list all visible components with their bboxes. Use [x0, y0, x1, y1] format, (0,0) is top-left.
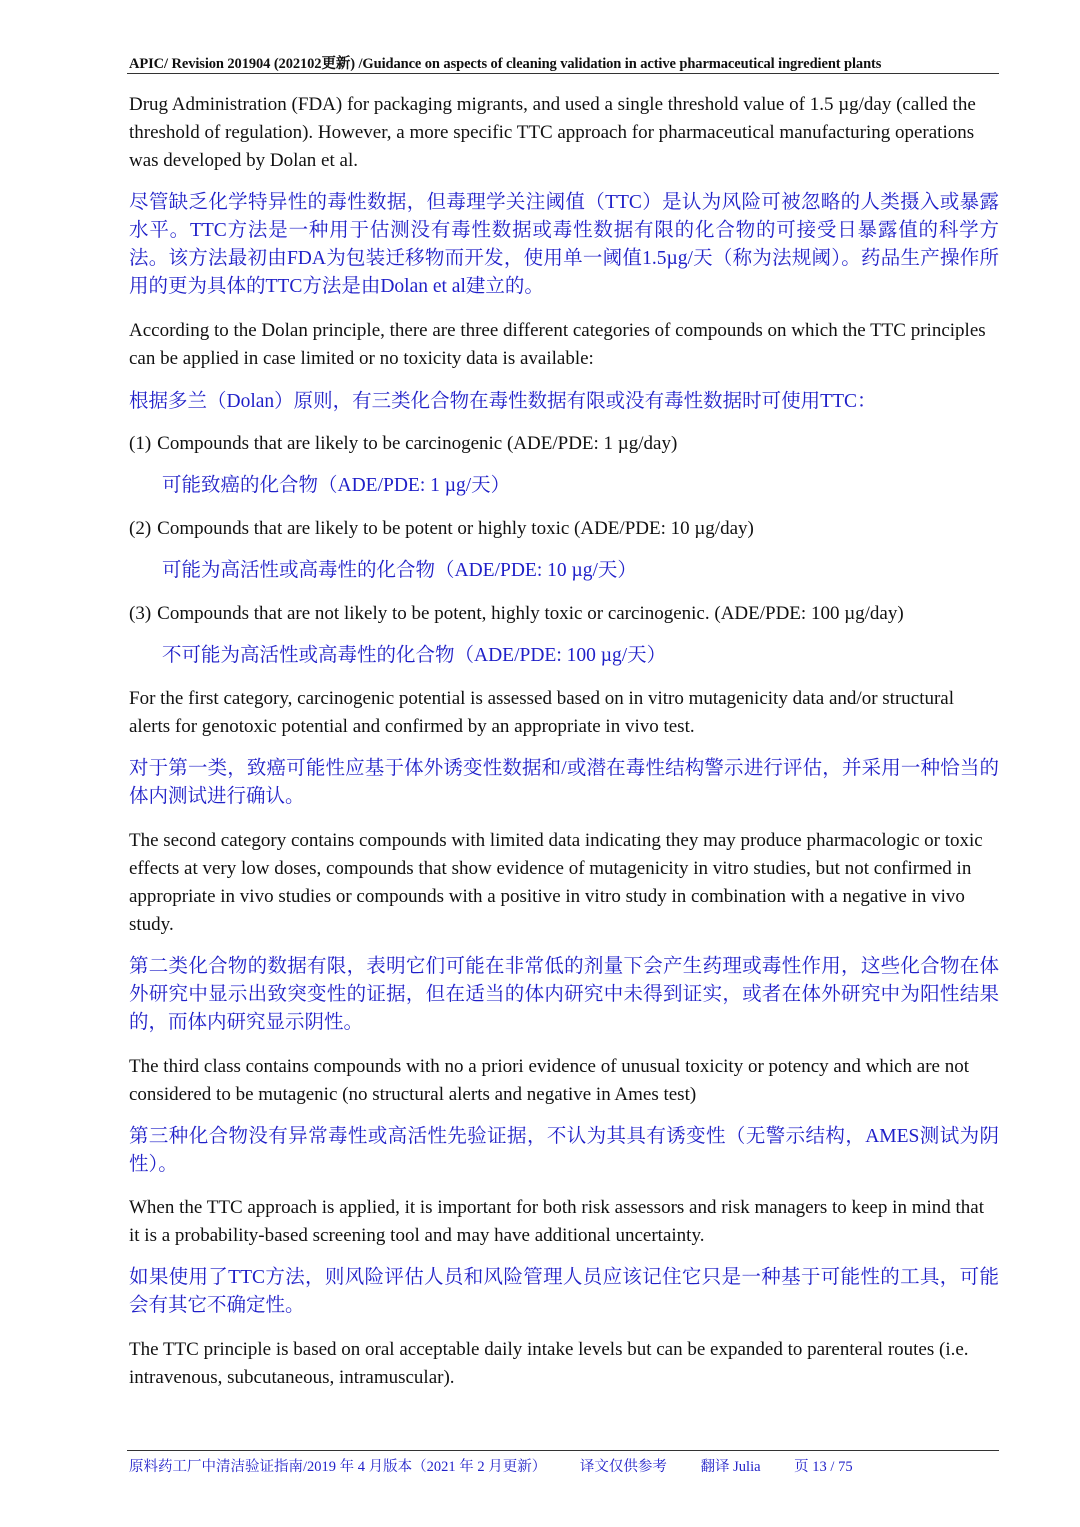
list-number: (2) [129, 518, 152, 539]
paragraph-translation: 第三种化合物没有异常毒性或高活性先验证据，不认为其具有诱变性（无警示结构，AMES测试为阴性）。 [129, 1126, 999, 1175]
paragraph-translation: 如果使用了TTC方法，则风险评估人员和风险管理人员应该记住它只是一种基于可能性的工具，可能会有其它不确定性。 [129, 1267, 999, 1316]
footer-translator: 翻译 Julia [700, 1459, 761, 1475]
paragraph-translation: 对于第一类，致癌可能性应基于体外诱变性数据和/或潜在毒性结构警示进行评估，并采用一种恰当的体内测试进行确认。 [129, 758, 999, 807]
list-item-translation: 不可能为高活性或高毒性的化合物（ADE/PDE: 100 µg/天） [162, 645, 667, 666]
paragraph: For the first category, carcinogenic potential is assessed based on in vitro mutagenicity data and/or structural alerts for genotoxic potential and confirmed by an appropriate in vivo test. [129, 688, 955, 737]
paragraph: The TTC principle is based on oral acceptable daily intake levels but can be expanded to parenteral routes (i.e. intravenous, subcutaneous, intramuscular). [129, 1339, 969, 1388]
footer-title: 原料药工厂中清洁验证指南/2019 年 4 月版本（2021 年 2 月更新） [129, 1459, 547, 1475]
running-header: APIC/ Revision 201904 (202102更新) /Guidance on aspects of cleaning validation in active pharmaceutical ingredient plants [129, 56, 882, 72]
paragraph-translation: 根据多兰（Dolan）原则，有三类化合物在毒性数据有限或没有毒性数据时可使用TTC： [129, 391, 877, 412]
paragraph: When the TTC approach is applied, it is important for both risk assessors and risk managers to keep in mind that it is a probability-based screening tool and may have additional uncertainty. [129, 1197, 984, 1246]
list-item-translation: 可能致癌的化合物（ADE/PDE: 1 µg/天） [162, 475, 511, 496]
list-number: (1) [129, 433, 152, 454]
list-text: Compounds that are likely to be potent or highly toxic (ADE/PDE: 10 µg/day) [157, 518, 754, 539]
list-item [129, 430, 999, 458]
page-number: 页 13 / 75 [794, 1459, 853, 1475]
running-footer [129, 1455, 883, 1476]
paragraph: Drug Administration (FDA) for packaging migrants, and used a single threshold value of 1.5 µg/day (called the threshold of regulation). However, a more specific TTC approach for pharmaceutical manufacturing operations was developed by Dolan et al. [129, 94, 976, 171]
header-rule [127, 73, 999, 74]
list-item-translation: 可能为高活性或高毒性的化合物（ADE/PDE: 10 µg/天） [162, 560, 637, 581]
footer-rule [127, 1450, 999, 1451]
list-text: Compounds that are likely to be carcinogenic (ADE/PDE: 1 µg/day) [157, 433, 678, 454]
paragraph: According to the Dolan principle, there are three different categories of compounds on which the TTC principles can be applied in case limited or no toxicity data is available: [129, 320, 986, 369]
paragraph: The third class contains compounds with no a priori evidence of unusual toxicity or potency and which are not considered to be mutagenic (no structural alerts and negative in Ames test) [129, 1056, 970, 1105]
list-number: (3) [129, 603, 152, 624]
list-text: Compounds that are not likely to be potent, highly toxic or carcinogenic. (ADE/PDE: 100 µg/day) [157, 603, 904, 624]
paragraph-translation: 尽管缺乏化学特异性的毒性数据，但毒理学关注阈值（TTC）是认为风险可被忽略的人类摄入或暴露水平。TTC方法是一种用于估测没有毒性数据或毒性数据有限的化合物的可接受日暴露值的科学方法。该方法最初由FDA为包装迁移物而开发，使用单一阈值1.5µg/天（称为法规阈）。药品生产操作所用的更为具体的TTC方法是由Dolan et al建立的。 [129, 192, 999, 297]
paragraph: The second category contains compounds with limited data indicating they may produce pharmacologic or toxic effects at very low doses, compounds that show evidence of mutagenicity in vitro studies, but not confirmed in appropriate in vivo studies or compounds with a positive in vitro study in combination with a negative in vivo study. [129, 830, 983, 935]
paragraph-translation: 第二类化合物的数据有限，表明它们可能在非常低的剂量下会产生药理或毒性作用，这些化合物在体外研究中显示出致突变性的证据，但在适当的体内研究中未得到证实，或者在体外研究中为阳性结果的，而体内研究显示阴性。 [129, 956, 999, 1033]
list-item [129, 600, 999, 628]
list-item [129, 515, 999, 543]
footer-note: 译文仅供参考 [579, 1459, 667, 1475]
